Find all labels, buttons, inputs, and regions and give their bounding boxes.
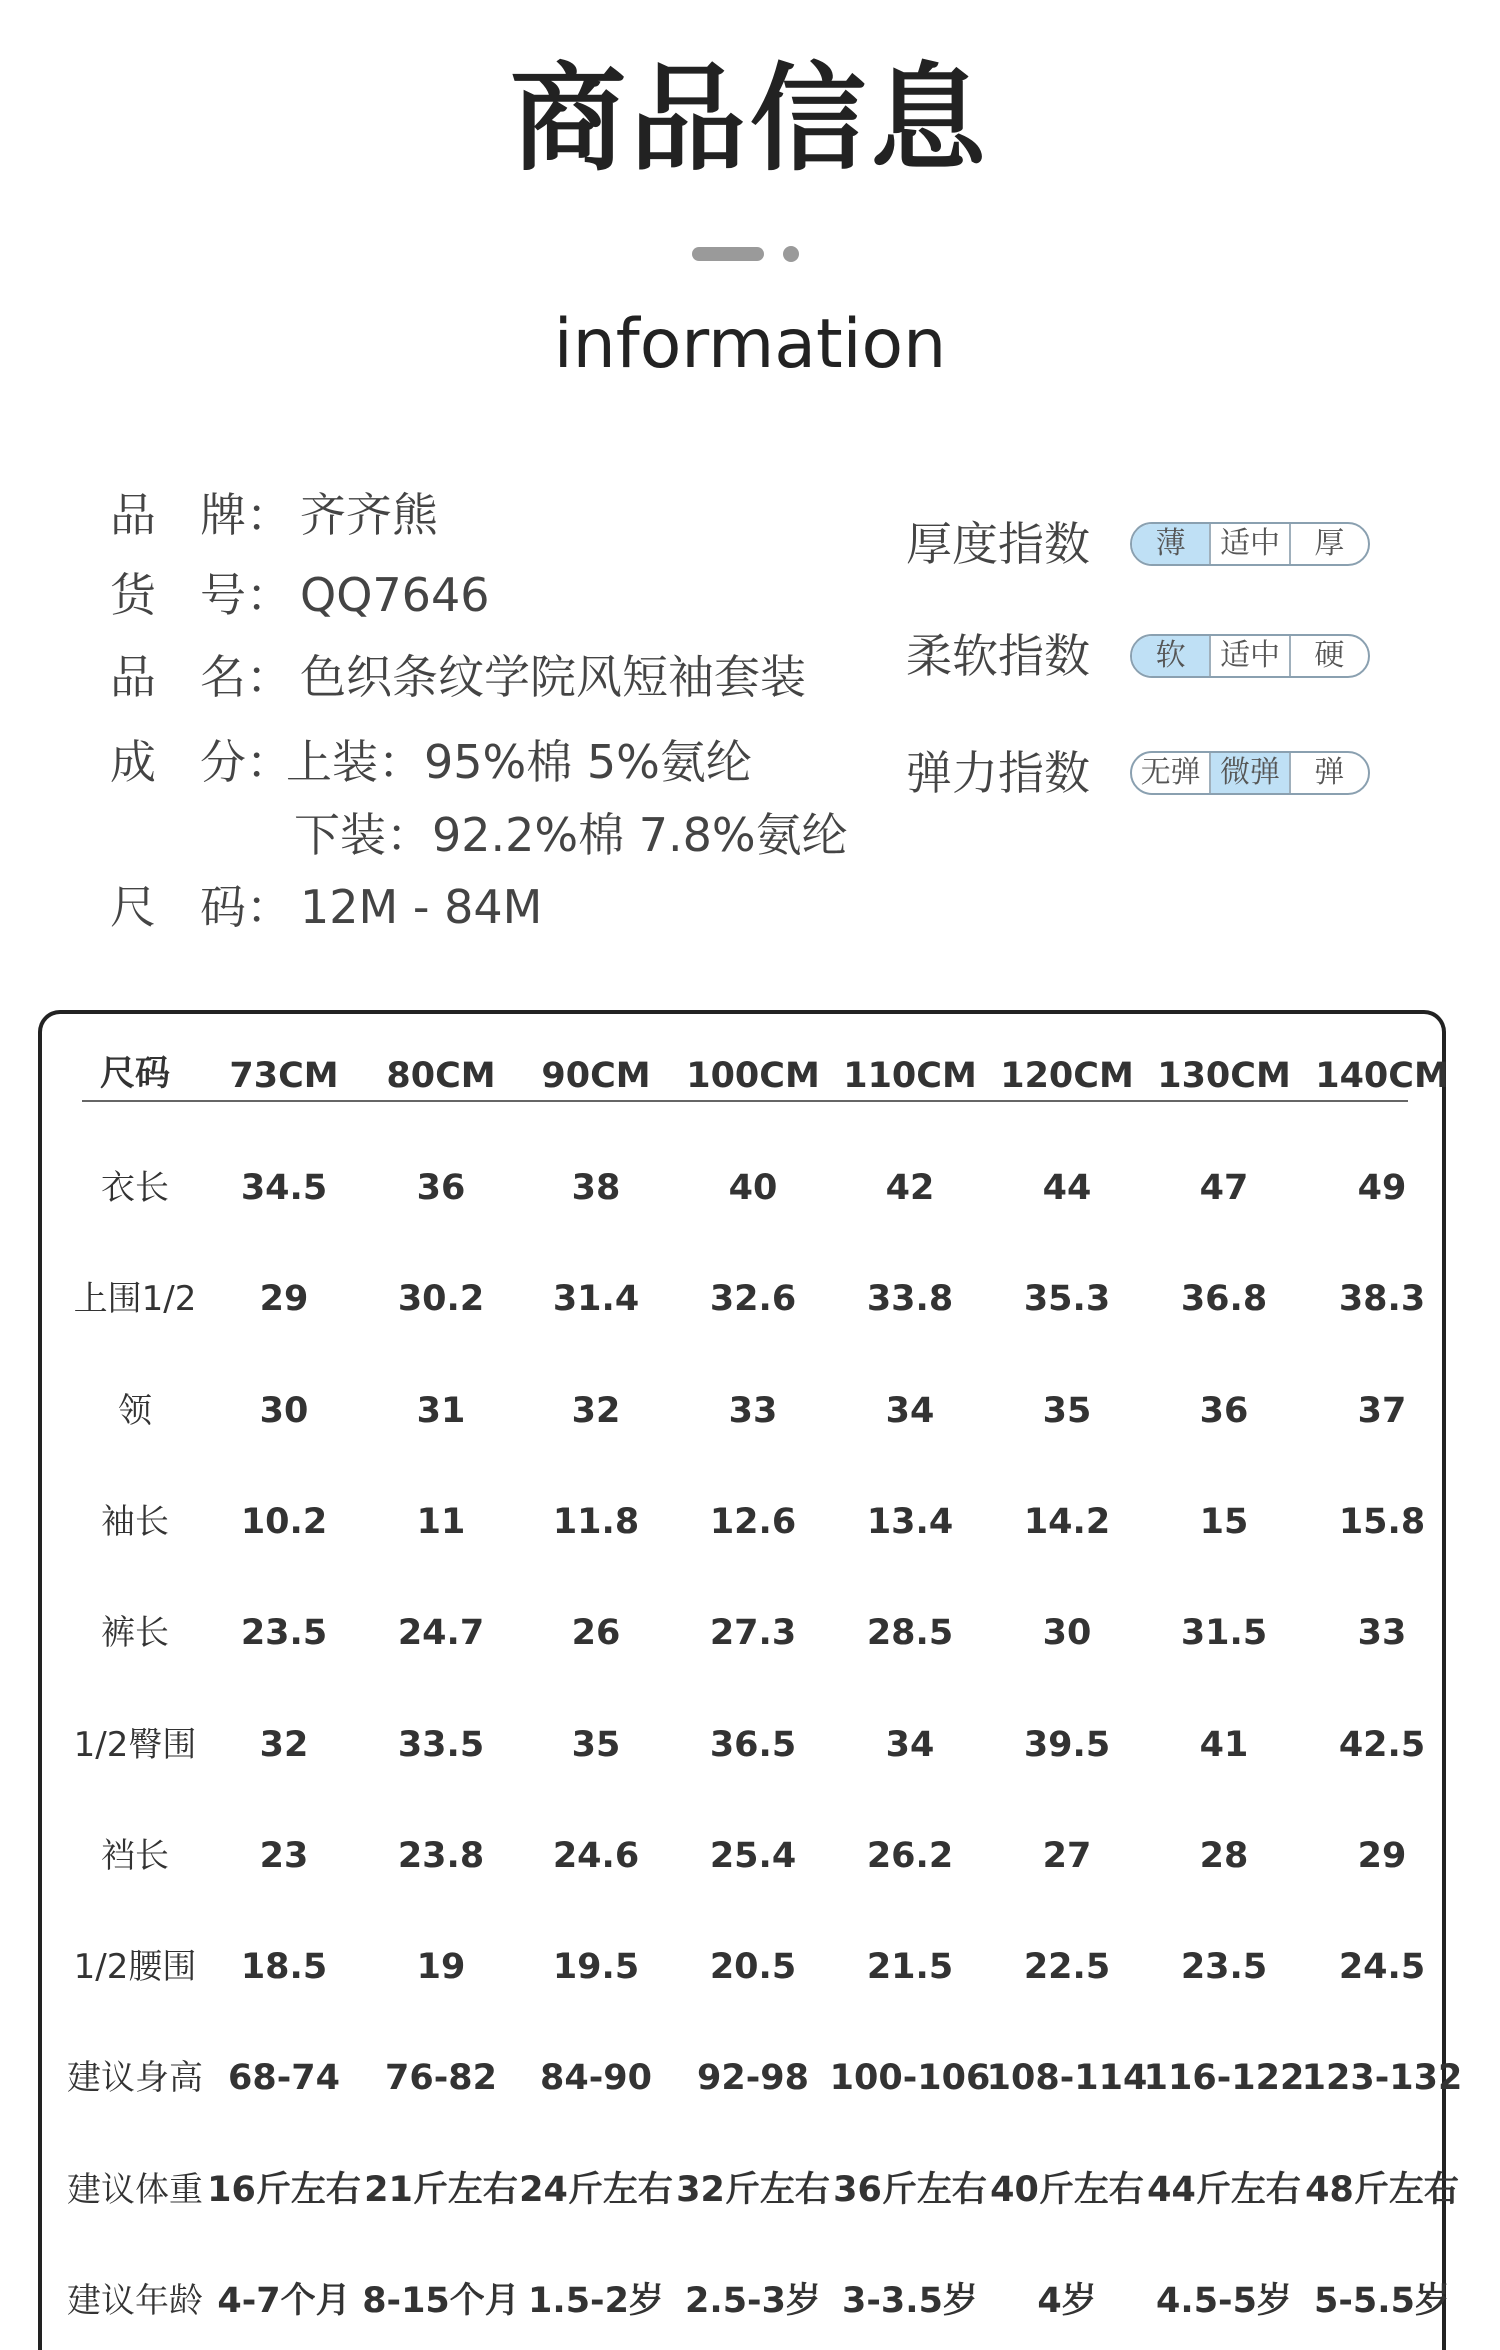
table-cell: 38 <box>571 1168 621 1208</box>
info-brand <box>110 485 438 545</box>
table-cell: 41 <box>1199 1724 1249 1765</box>
table-cell: 35.3 <box>1023 1279 1111 1320</box>
table-cell: 29 <box>259 1279 309 1320</box>
name-label-b: 名： <box>200 650 292 704</box>
table-cell: 116-122 <box>1143 2058 1305 2099</box>
softness-option-medium: 适中 <box>1209 636 1288 676</box>
table-cell: 31 <box>416 1390 466 1431</box>
table-cell: 5-5.5岁 <box>1314 2281 1450 2321</box>
row-label: 裤长 <box>101 1613 169 1654</box>
table-cell: 42 <box>885 1168 935 1208</box>
table-cell: 23.8 <box>397 1835 485 1876</box>
thickness-option-thick: 厚 <box>1289 524 1368 564</box>
table-cell: 92-98 <box>697 2058 809 2099</box>
row-label: 建议身高 <box>67 2058 203 2099</box>
name-value: 色织条纹学院风短袖套装 <box>300 650 806 704</box>
table-cell: 32 <box>571 1390 621 1431</box>
table-cell: 14.2 <box>1023 1501 1111 1542</box>
table-cell: 20.5 <box>709 1947 797 1988</box>
table-cell: 10.2 <box>240 1501 328 1542</box>
table-cell: 33.5 <box>397 1724 485 1765</box>
table-cell: 25.4 <box>709 1835 797 1876</box>
table-cell: 84-90 <box>540 2058 652 2099</box>
info-name <box>110 647 806 707</box>
brand-label-b: 牌： <box>200 488 292 542</box>
sku-label-a: 货 <box>110 568 156 622</box>
table-cell: 28 <box>1199 1835 1249 1876</box>
table-cell: 30.2 <box>397 1279 485 1320</box>
softness-option-hard: 硬 <box>1289 636 1368 676</box>
table-cell: 13.4 <box>866 1501 954 1542</box>
table-cell: 18.5 <box>240 1947 328 1988</box>
index-elasticity-label: 弹力指数 <box>906 746 1090 800</box>
elasticity-option-high: 弹 <box>1289 753 1368 793</box>
row-label: 袖长 <box>101 1501 169 1542</box>
divider-bar <box>692 247 764 261</box>
sku-label-b: 号： <box>200 568 292 622</box>
title-divider <box>0 244 1500 264</box>
table-cell: 29 <box>1357 1835 1407 1876</box>
column-header: 100CM <box>686 1056 820 1096</box>
thickness-option-thin: 薄 <box>1132 524 1209 564</box>
table-cell: 35 <box>1042 1390 1092 1431</box>
table-cell: 19.5 <box>552 1947 640 1988</box>
sku-value: QQ7646 <box>300 568 490 622</box>
brand-label-a: 品 <box>110 488 156 542</box>
table-cell: 40 <box>728 1168 778 1208</box>
table-cell: 36 <box>416 1168 466 1208</box>
table-cell: 42.5 <box>1338 1724 1426 1765</box>
softness-scale <box>1130 634 1370 678</box>
table-cell: 48斤左右 <box>1305 2169 1459 2210</box>
table-cell: 24.7 <box>397 1613 485 1654</box>
table-cell: 16斤左右 <box>207 2169 361 2210</box>
table-cell: 40斤左右 <box>990 2169 1144 2210</box>
size-label-a: 尺 <box>110 880 156 934</box>
table-cell: 27 <box>1042 1835 1092 1876</box>
table-cell: 24.5 <box>1338 1947 1426 1988</box>
row-label: 衣长 <box>101 1168 169 1208</box>
row-label: 建议年龄 <box>67 2281 203 2321</box>
size-label-b: 码： <box>200 880 292 934</box>
page-subtitle: information <box>553 305 947 384</box>
table-cell: 23 <box>259 1835 309 1876</box>
composition-top: 上装：95%棉 5%氨纶 <box>286 735 752 789</box>
table-cell: 36.8 <box>1180 1279 1268 1320</box>
table-cell: 100-106 <box>829 2058 991 2099</box>
table-cell: 23.5 <box>1180 1947 1268 1988</box>
table-cell: 28.5 <box>866 1613 954 1654</box>
column-header: 130CM <box>1157 1056 1291 1096</box>
table-cell: 23.5 <box>240 1613 328 1654</box>
table-cell: 15 <box>1199 1501 1249 1542</box>
table-cell: 34 <box>885 1390 935 1431</box>
table-cell: 30 <box>259 1390 309 1431</box>
table-cell: 8-15个月 <box>362 2281 520 2321</box>
thickness-option-medium: 适中 <box>1209 524 1288 564</box>
table-cell: 36 <box>1199 1390 1249 1431</box>
divider-dot <box>783 246 799 262</box>
table-cell: 44 <box>1042 1168 1092 1208</box>
composition-label-a: 成 <box>110 735 156 789</box>
table-cell: 2.5-3岁 <box>685 2281 821 2321</box>
table-cell: 4.5-5岁 <box>1156 2281 1292 2321</box>
table-cell: 1.5-2岁 <box>528 2281 664 2321</box>
table-cell: 24.6 <box>552 1835 640 1876</box>
elasticity-option-slight: 微弹 <box>1209 753 1288 793</box>
softness-option-soft: 软 <box>1132 636 1209 676</box>
table-cell: 33 <box>728 1390 778 1431</box>
table-cell: 4岁 <box>1037 2281 1097 2321</box>
index-elasticity <box>906 743 1466 803</box>
row-label: 裆长 <box>101 1835 169 1876</box>
elasticity-option-none: 无弹 <box>1140 755 1201 790</box>
row-label: 上围1/2 <box>73 1279 197 1320</box>
size-value: 12M - 84M <box>300 880 543 934</box>
composition-bottom: 下装：92.2%棉 7.8%氨纶 <box>294 808 848 862</box>
index-softness <box>906 626 1466 686</box>
row-label: 1/2臀围 <box>73 1724 197 1765</box>
table-cell: 35 <box>571 1724 621 1765</box>
table-cell: 38.3 <box>1338 1279 1426 1320</box>
table-cell: 68-74 <box>228 2058 340 2099</box>
table-cell: 36.5 <box>709 1724 797 1765</box>
table-cell: 19 <box>416 1947 466 1988</box>
table-cell: 36斤左右 <box>833 2169 987 2210</box>
table-cell: 22.5 <box>1023 1947 1111 1988</box>
table-cell: 34 <box>885 1724 935 1765</box>
table-cell: 3-3.5岁 <box>842 2281 978 2321</box>
table-cell: 4-7个月 <box>217 2281 351 2321</box>
table-cell: 37 <box>1357 1390 1407 1431</box>
row-label: 领 <box>118 1390 152 1431</box>
table-cell: 32 <box>259 1724 309 1765</box>
table-cell: 11 <box>416 1501 466 1542</box>
table-cell: 76-82 <box>385 2058 497 2099</box>
table-cell: 31.4 <box>552 1279 640 1320</box>
table-cell: 21斤左右 <box>364 2169 518 2210</box>
table-cell: 15.8 <box>1338 1501 1426 1542</box>
table-cell: 26.2 <box>866 1835 954 1876</box>
name-label-a: 品 <box>110 650 156 704</box>
composition-label-b: 分： <box>200 735 292 789</box>
table-cell: 32.6 <box>709 1279 797 1320</box>
index-thickness-label: 厚度指数 <box>906 517 1090 571</box>
table-cell: 26 <box>571 1613 621 1654</box>
table-cell: 34.5 <box>240 1168 328 1208</box>
table-cell: 24斤左右 <box>519 2169 673 2210</box>
table-cell: 21.5 <box>866 1947 954 1988</box>
table-cell: 30 <box>1042 1613 1092 1654</box>
column-header: 110CM <box>843 1056 977 1096</box>
table-cell: 44斤左右 <box>1147 2169 1301 2210</box>
row-label: 1/2腰围 <box>73 1947 197 1988</box>
brand-value: 齐齐熊 <box>300 488 438 542</box>
table-cell: 11.8 <box>552 1501 640 1542</box>
info-size <box>110 877 542 937</box>
row-label: 建议体重 <box>67 2169 203 2210</box>
thickness-scale <box>1130 522 1370 566</box>
table-cell: 123-132 <box>1301 2058 1463 2099</box>
info-sku <box>110 565 489 625</box>
index-thickness <box>906 514 1466 574</box>
table-cell: 39.5 <box>1023 1724 1111 1765</box>
table-cell: 12.6 <box>709 1501 797 1542</box>
column-header: 80CM <box>386 1056 496 1096</box>
table-cell: 49 <box>1357 1168 1407 1208</box>
column-header: 140CM <box>1315 1056 1449 1096</box>
table-cell: 33 <box>1357 1613 1407 1654</box>
table-corner-header: 尺码 <box>99 1054 171 1094</box>
info-composition <box>110 732 752 792</box>
index-softness-label: 柔软指数 <box>906 629 1090 683</box>
table-cell: 108-114 <box>986 2058 1148 2099</box>
table-cell: 27.3 <box>709 1613 797 1654</box>
column-header: 73CM <box>229 1056 339 1096</box>
elasticity-scale <box>1130 751 1370 795</box>
table-cell: 31.5 <box>1180 1613 1268 1654</box>
column-header: 90CM <box>541 1056 651 1096</box>
column-header: 120CM <box>1000 1056 1134 1096</box>
page-title: 商品信息 <box>510 52 990 187</box>
table-cell: 32斤左右 <box>676 2169 830 2210</box>
table-cell: 47 <box>1199 1168 1249 1208</box>
table-cell: 33.8 <box>866 1279 954 1320</box>
